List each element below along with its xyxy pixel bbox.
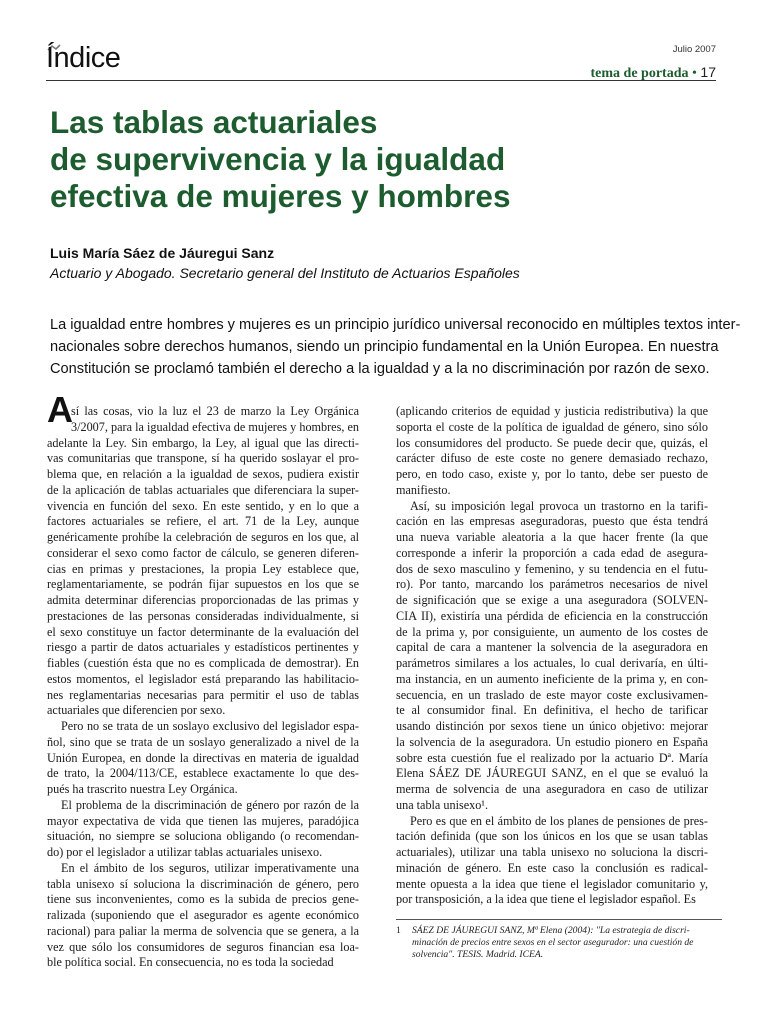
body-line: En el ámbito de los seguros, utilizar imperativamente una [61, 860, 359, 875]
body-line: Así, su imposición legal provoca un trastorno en la tarifi- [410, 498, 708, 513]
body-line: riesgo a partir de datos actuariales y estadísticos pertinentes y [47, 640, 359, 655]
body-line: usando distinción por sexos tiene un único objetivo: mejorar [396, 719, 708, 733]
body-line: nes reglamentarias necesarias para permitir el uso de tablas [47, 687, 359, 702]
body-line: Pero no se trata de un soslayo exclusivo del legislador espa- [61, 719, 359, 733]
body-line: ralizada (suponiendo que el asegurador es agente económico [47, 908, 359, 922]
body-line: mente opuesta a la idea que tiene el legislador comunitario y, [396, 876, 708, 891]
body-line: Unión Europea, en donde la directivas en materia de igualdad [47, 750, 359, 765]
body-line: pués ha trascrito nuestra Ley Orgánica. [47, 782, 238, 796]
body-line: vivencia en función del sexo. En este sentido, y en lo que a [47, 498, 359, 513]
footnote-line: SÁEZ DE JÁUREGUI SANZ, Mª Elena (2004): "La estrategia de discri- [412, 925, 690, 936]
body-line: 3/2007, para la igualdad efectiva de mujeres y hombres, en [71, 419, 359, 434]
body-line: dos de sexo masculino y femenino, y su tendencia en el futu- [396, 561, 708, 576]
body-line: situación, no siempre se soluciona obligando (o recomendan- [47, 829, 359, 844]
body-line: racional) para paliar la merma de solvencia que se genera, a la [47, 923, 359, 938]
body-line: de la prima y, por consiguiente, un aumento de los costes de [396, 624, 708, 639]
body-line: ble política social. En consecuencia, no es toda la sociedad [47, 955, 334, 970]
body-line: adelante la Ley. Sin embargo, la Ley, al igual que las directi- [47, 435, 359, 450]
drop-cap: A [47, 389, 73, 430]
body-line: considerar el sexo como factor de cálculo, se generen diferen- [47, 545, 359, 560]
abstract-line: La igualdad entre hombres y mujeres es un principio jurídico universal reconocido en múltiples textos inter- [50, 317, 741, 333]
body-line: vez que sólo los consumidores de seguros financian esa loa- [47, 939, 359, 954]
body-line: de trato, la 2004/113/CE, establece exactamente lo que des- [47, 766, 359, 781]
body-line: capital de cara a mantener la solvencia de la aseguradora en [396, 640, 708, 655]
title-line: Las tablas actuariales [50, 104, 378, 140]
body-line: actuariales), utilizar una tabla unisexo no soluciona la discri- [396, 845, 708, 859]
body-line: parámetros similares a los actuales, lo cual derivaría, en últi- [396, 656, 708, 670]
body-line: vas comunitarias que transpone, sí ha querido soslayar el pro- [47, 451, 359, 466]
section-title: tema de portada [590, 66, 689, 81]
body-line: una tabla unisexo¹. [396, 797, 488, 812]
page-number: 17 [700, 64, 716, 80]
body-line: prestaciones de las personas consideradas individualmente, si [47, 608, 359, 623]
body-column-right [396, 404, 708, 908]
body-line: merma de solvencia de una aseguradora en caso de utilizar [396, 782, 708, 796]
footnote [396, 925, 722, 961]
title-line: de supervivencia y la igualdad [50, 141, 506, 177]
body-line: Pero es que en el ámbito de los planes de pensiones de pres- [410, 813, 708, 828]
author-name: Luis María Sáez de Jáuregui Sanz [50, 245, 275, 261]
section-bullet: • [692, 66, 697, 81]
body-line: tabla unisexo sí soluciona la discriminación de género, pero [47, 876, 359, 891]
body-line: de significación que se exige a una aseguradora (SOLVEN- [396, 593, 708, 607]
body-column-left [47, 389, 359, 971]
body-line: Elena SÁEZ DE JÁUREGUI SANZ, en el que se evaluó la [396, 766, 708, 781]
author-affiliation: Actuario y Abogado. Secretario general del Instituto de Actuarios Españoles [50, 265, 520, 281]
header-rule [46, 80, 716, 81]
body-line: blema que, en relación a la igualdad de sexos, pudiera existir [47, 467, 359, 481]
body-line: carácter difuso de este coste no genere demasiado rechazo, [396, 451, 708, 466]
body-line: secuencia, en un traslado de este mayor coste exclusivamen- [396, 687, 708, 702]
article-title [50, 104, 690, 215]
body-line: sobre esta cuestión fue el realizado por la actuario Dª. María [396, 750, 708, 765]
body-line: corresponde a inferir la proporción a cada edad de asegura- [396, 545, 708, 560]
body-line: tación definida (que son los únicos en los que se usan tablas [396, 829, 708, 844]
body-line: te al consumidor final. En definitiva, el hecho de tarificar [396, 703, 708, 718]
body-line: actuariales que diferencien por sexo. [47, 703, 226, 718]
body-line: de la aplicación de tablas actuariales que diferenciara la super- [47, 482, 359, 497]
body-line: cias en primas y prestaciones, la propia Ley establece que, [47, 561, 359, 576]
body-line: el sexo constituye un factor determinante de la evaluación del [47, 624, 359, 639]
body-line: do) por el legislador a utilizar tablas actuariales unisexo. [47, 845, 323, 859]
body-line: genéricamente prohíbe la celebración de seguros en los que, al [47, 530, 359, 544]
body-line: los consumidores del producto. Se puede decir que, quizás, el [396, 435, 708, 450]
body-line: estos momentos, el legislador está preparando las habilitacio- [47, 671, 359, 686]
body-line: reglamentariamente, se podrán fijar supuestos en los que se [47, 577, 359, 592]
body-line: soporta el coste de la política de igualdad de género, sino sólo [396, 419, 708, 434]
body-line: pero, en todo caso, existe y, por lo tanto, debe ser puesto de [396, 467, 708, 481]
footnote-line: solvencia". TESIS. Madrid. ICEA. [412, 949, 544, 960]
body-line: mayor expectativa de vida que tienen las mujeres, paradójica [47, 813, 359, 828]
issue-date: Julio 2007 [672, 44, 716, 55]
body-line: tiene sus inconvenientes, como es la subida de precios gene- [47, 892, 359, 907]
body-line: fiables (cuestión ésta que no es complicada de demostrar). En [47, 656, 359, 670]
body-line: factores actuariales se refiere, el art. 71 de la Ley, aunque [47, 514, 359, 529]
body-line: manifiesto. [396, 482, 451, 497]
body-line: por transposición, a la idea que tiene el legislador español. Es [396, 892, 696, 907]
body-line: cación en las empresas aseguradoras, puesto que ésta tendrá [396, 514, 708, 529]
body-line: una nueva variable aleatoria a la que hacer frente (la que [396, 530, 708, 544]
body-line: la solvencia de la aseguradora. Un estudio pionero en España [396, 734, 708, 749]
body-line: CIA II), existiría una pérdida de eficiencia en la construcción [396, 608, 708, 623]
body-line: (aplicando criterios de equidad y justicia redistributiva) la que [396, 404, 708, 418]
abstract-line: nacionales sobre derechos humanos, siendo un principio fundamental en la Unión Europea. En nuestra [50, 339, 719, 355]
body-line: admita determinar diferencias proporcionadas de las primas y [47, 593, 359, 607]
title-line: efectiva de mujeres y hombres [50, 178, 511, 214]
body-line: ma instancia, en un aumento ineficiente de la prima y, en con- [396, 671, 708, 686]
body-line: ro). Por tanto, marcando los parámetros necesarios de nivel [396, 577, 708, 592]
footnote-number: 1 [396, 925, 401, 936]
magazine-logo: Índice [46, 42, 121, 74]
footnote-rule [396, 919, 722, 920]
footnote-line: minación de precios entre sexos en el sector asegurador: una cuestión de [412, 937, 694, 948]
body-line: ñol, sino que se trata de un soslayo generalizado a nivel de la [47, 734, 359, 749]
body-line: sí las cosas, vio la luz el 23 de marzo la Ley Orgánica [71, 404, 359, 418]
body-line: minación de género. En este caso la conclusión es radical- [396, 860, 708, 875]
abstract-line: Constitución se proclamó también el derecho a la igualdad y a la no discriminación por razón de sexo. [50, 361, 710, 377]
body-line: El problema de la discriminación de género por razón de la [61, 797, 359, 812]
article-abstract [50, 314, 741, 380]
